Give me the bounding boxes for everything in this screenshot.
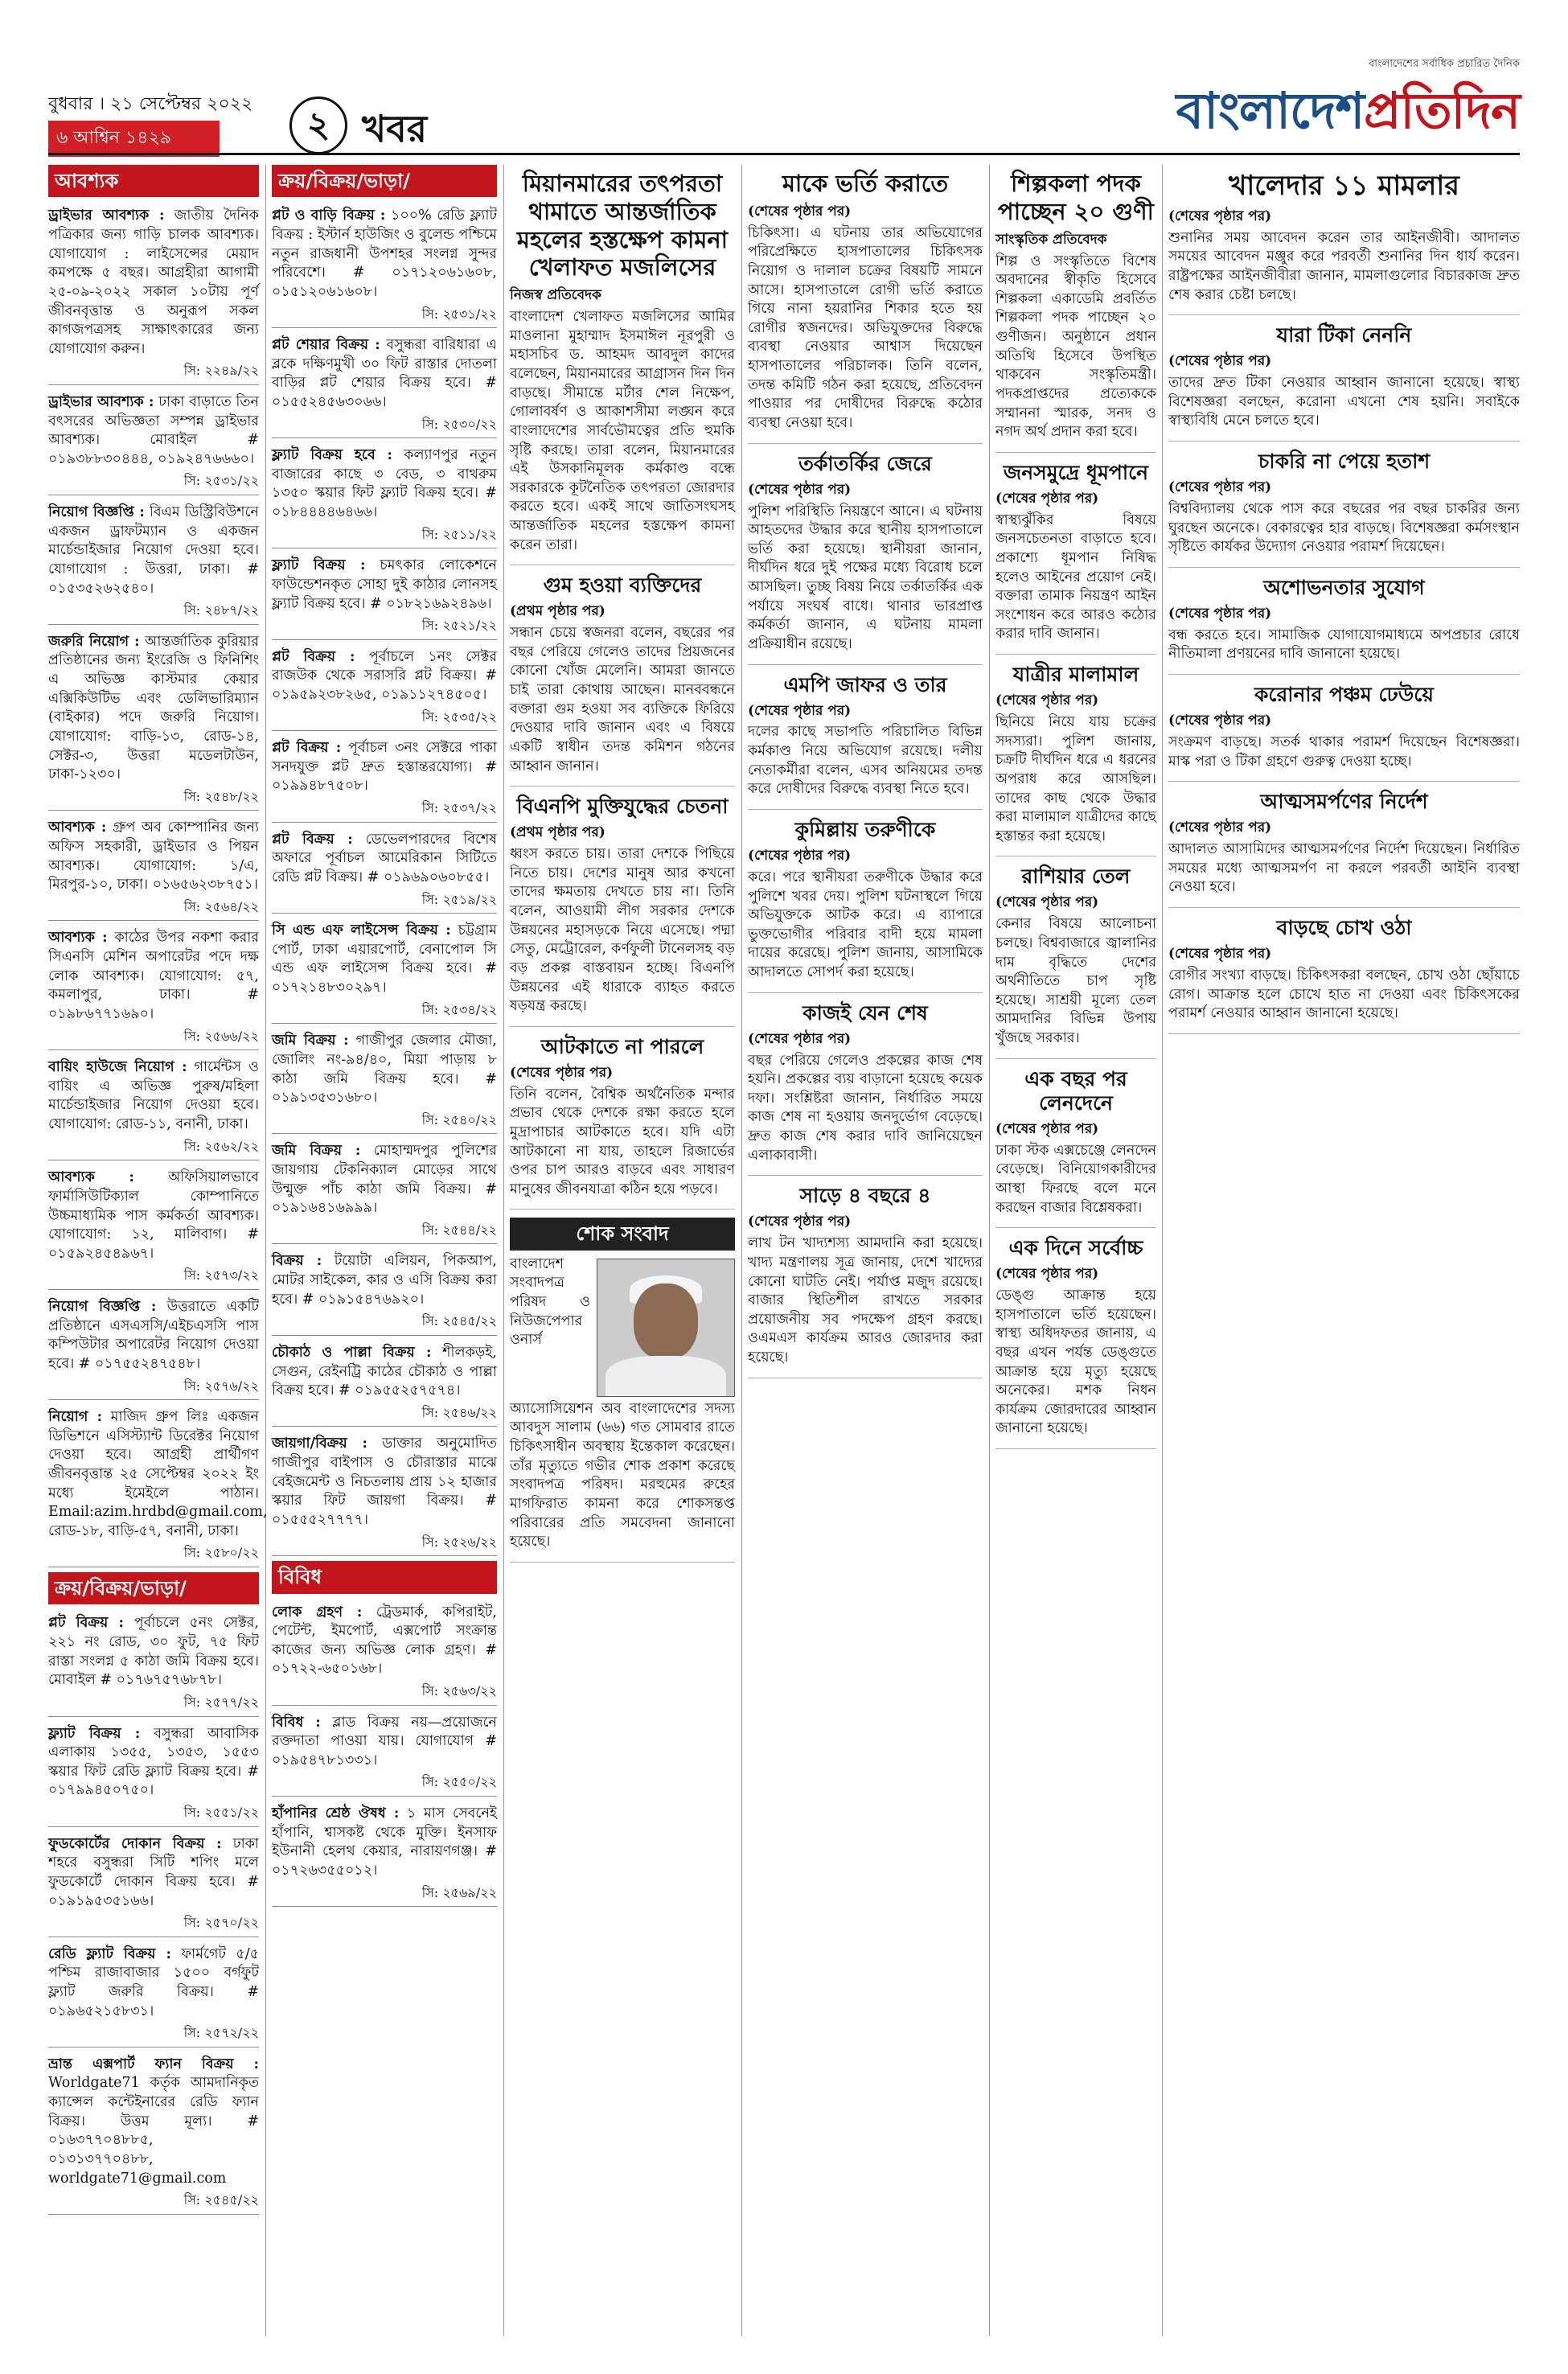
story-body: রোগীর সংখ্যা বাড়ছে। চিকিৎসকরা বলছেন, চোখ ওঠা ছোঁয়াচে রোগ। আক্রান্ত হলে চোখে হাত না দেওয়া এবং চিকিৎসকের পরামর্শ নেওয়ার আহ্বান জানানো হয়েছে। (1168, 967, 1520, 1022)
story-byline: (শেষের পৃষ্ঠার পর) (748, 481, 852, 498)
story-headline: বিএনপি মুক্তিযুদ্ধের চেতনা (516, 795, 729, 819)
ad-body: কল্যাণপুর নতুন বাজারের কাছে ৩ বেড, ৩ বাথরুম ১৩৫০ স্কয়ার ফিট ফ্ল্যাট বিক্রয় হবে। # ০১৮৪৪৪৪৬৪৬৬। (272, 447, 498, 521)
ad-body: বিএম ডিস্ট্রিবিউশনে একজন ড্রাফটম্যান ও একজন মার্চেন্ডাইজার নিয়োগ দেওয়া হবে। যোগাযোগ : উত্তরা, ঢাকা। # ০১৫৩৫২৬২৫৪০। (48, 504, 259, 597)
ad-heading: চৌকাঠ ও পাল্লা বিক্রয় : (272, 1344, 432, 1361)
classified-ad (48, 390, 259, 495)
story-list (510, 170, 735, 1210)
ad-heading: প্লট ও বাড়ি বিক্রয় : (272, 207, 386, 224)
classified-list (48, 1611, 259, 2214)
ad-body: আন্তর্জাতিক কুরিয়ার প্রতিষ্ঠানের জন্য ইংরেজি ও ফিনিশিং এ অভিজ্ঞ কাস্টমার কেয়ার এক্সিকিউটিভ এবং ডেলিভারিম্যান (বাইকার) পদে জরুরি নিয়োগ। যোগাযোগ: বাড়ি-১৩, রোড-১৪, সেক্টর-৩, উত্তরা মডেলটাউন, ঢাকা-১২৩০। (48, 633, 259, 783)
obituary-photo (597, 1259, 735, 1397)
logo-wordmark (1176, 73, 1520, 156)
ad-text (48, 393, 259, 470)
story-body: বন্ধ করতে হবে। সামাজিক যোগাযোগমাধ্যমে অপপ্রচার রোধে নীতিমালা প্রণয়নের দাবি জানানো হয়েছে। (1168, 626, 1520, 663)
ad-heading: আবশ্যক : (48, 819, 107, 836)
classified-ad (272, 333, 497, 438)
story-headline: আটকাতে না পারলে (540, 1034, 704, 1058)
story-body: সন্ধান চেয়ে স্বজনরা বলেন, বছরের পর বছর পেরিয়ে গেলেও তাদের প্রিয়জনের কোনো খোঁজ মেলেনি। আমরা জানতে চাই তারা কোথায় আছেন। মানববন্ধনে বক্তারা গুম হওয়া সব ব্যক্তিকে ফিরিয়ে দেওয়ার দাবি জানান এবং এ বিষয়ে একটি স্বাধীন তদন্ত কমিশন গঠনের আহ্বান জানান। (510, 625, 735, 774)
story-byline: (শেষের পৃষ্ঠার পর) (1168, 353, 1272, 370)
news-story (995, 663, 1156, 856)
ad-body: চমৎকার লোকেশনে ফাউন্ডেশনকৃত সোহা দুই কাঠার লোনসহ ফ্ল্যাট বিক্রয় হবে। # ০১৮২১৬৯২৪৯৬। (272, 557, 497, 612)
ad-body: পূর্বাচল ৩নং সেক্টরে পাকা সনদযুক্ত প্লট দ্রুত হস্তান্তরযোগ্য। # ০১৯৯৪৮৭৫০৮। (272, 740, 497, 795)
section-title: বিবিধ (272, 1561, 497, 1593)
classified-ad (272, 736, 497, 822)
classified-ad (48, 815, 259, 921)
ad-heading: জায়গা/বিক্রয় : (272, 1435, 367, 1452)
ad-body: মোহাম্মদপুর পুলিশের জায়গায় টেকনিক্যাল মোড়ের সাথে উন্মুক্ত পাঁচ কাঠা জমি বিক্রয়। # ০১৯১৬৪১৬৯৯৯। (272, 1143, 497, 1217)
ad-body: টয়োটা এলিয়ন, পিকআপ, মোটর সাইকেল, কার ও এসি বিক্রয় করা হবে। # ০১৯১৫৪৭৬৯২০। (272, 1253, 497, 1308)
story-headline: রাশিয়ার তেল (1021, 865, 1131, 889)
classified-ad (48, 500, 259, 625)
news-story (1168, 790, 1520, 908)
story-body: স্বাস্থ্যঝুঁকির বিষয়ে জনসচেতনতা বাড়াতে হবে। প্রকাশ্যে ধূমপান নিষিদ্ধ হলেও আইনের প্রয়োগ নেই। বক্তারা তামাক নিয়ন্ত্রণ আইন সংশোধন করে আরও কঠোর করার দাবি জানান। (995, 511, 1156, 643)
ad-heading: আবশ্যক : (48, 1169, 134, 1186)
ad-body: উত্তরাতে একটি প্রতিষ্ঠানে এসএসসি/এইচএসসি পাস কম্পিউটার অপারেটর নিয়োগ দেওয়া হবে। # ০১৭৫৫২৪৭৫৪৮। (48, 1299, 259, 1372)
ad-code: সি: ২৫৬৩/২২ (421, 1683, 497, 1698)
ad-body: Worldgate71 কর্তৃক আমদানিকৃত ক্যান্সেল কন্টেইনারের রেডি ফ্যান বিক্রয়। উত্তম মূল্য। # ০১৬৩৭৭০৪৮৮৫, ০১৩১৩৭৭০৪৮৮, worldgate71@gmail.com (48, 2075, 259, 2187)
story-byline: (প্রথম পৃষ্ঠার পর) (510, 824, 605, 841)
story-byline: (শেষের পৃষ্ঠার পর) (510, 1064, 614, 1081)
story-byline: (শেষের পৃষ্ঠার পর) (995, 894, 1099, 911)
story-byline: (শেষের পৃষ্ঠার পর) (995, 490, 1099, 507)
story-byline: (শেষের পৃষ্ঠার পর) (1168, 605, 1272, 622)
classified-ad (272, 1139, 497, 1244)
story-body: ছিনিয়ে নিয়ে যায় চক্রের সদস্যরা। পুলিশ জানায়, চক্রটি দীর্ঘদিন ধরে এ ধরনের অপরাধ করে আসছিল। তাদের কাছ থেকে উদ্ধার করা মালামাল যাত্রীদের কাছে হস্তান্তর করা হয়েছে। (995, 714, 1156, 844)
ad-code: সি: ২৫৪৪/২২ (421, 1222, 497, 1238)
story-body: তিনি বলেন, বৈশ্বিক অর্থনৈতিক মন্দার প্রভাব থেকে দেশকে রক্ষা করতে হলে মুদ্রাপাচার আটকাতে হবে। যদি এটা আটকানো না যায়, তাহলে রিজার্ভের ওপর চাপ আরও বাড়বে এবং সাধারণ মানুষের জীবনযাত্রা কঠিন হয়ে পড়বে। (510, 1086, 735, 1197)
story-body: বিশ্ববিদ্যালয় থেকে পাস করে বছরের পর বছর চাকরির জন্য ঘুরছেন অনেকে। বেকারত্বের হার বাড়ছে। বিশেষজ্ঞরা কর্মসংস্থান সৃষ্টিতে কার্যকর উদ্যোগ নেওয়ার পরামর্শ দিয়েছেন। (1168, 500, 1520, 556)
ad-text (272, 1252, 497, 1309)
ad-code: সি: ২৫৫০/২২ (421, 1774, 497, 1790)
story-list (995, 170, 1156, 1449)
ad-body: মাজিদ গ্রুপ লিঃ একজন ডিভিশনে এসিস্ট্যান্ট ডিরেক্টর নিয়োগ দেওয়া হবে। আগ্রহী প্রার্থীগণ জীবনবৃত্তান্ত ২৫ সেপ্টেম্বর ২০২২ ইং মধ্যে ইমেইলে পাঠান। Email:azim.hrdbd@gmail.com, রোড-১৮, বাড়ি-৫৭, বনানী, ঢাকা। (48, 1409, 268, 1539)
ad-text (48, 207, 259, 359)
ad-heading: হাঁপানির শ্রেষ্ঠ ঔষধ : (272, 1805, 400, 1822)
story-headline: কুমিল্লায় তরুণীকে (794, 817, 936, 841)
ad-text (272, 1142, 497, 1218)
logo-tagline: বাংলাদেশের সর্বাধিক প্রচারিত দৈনিক (1368, 58, 1520, 70)
classified-ad (272, 1341, 497, 1427)
news-story (1168, 916, 1520, 1034)
news-story (510, 573, 735, 787)
ad-heading: জমি বিক্রয় : (272, 1143, 361, 1160)
classified-ad (48, 1055, 259, 1160)
news-column-5 (995, 165, 1156, 1457)
news-story (510, 795, 735, 1027)
story-byline: (শেষের পৃষ্ঠার পর) (748, 702, 852, 719)
classified-ad (272, 1431, 497, 1556)
story-body: বাংলাদেশ খেলাফত মজলিসের আমির মাওলানা মুহাম্মাদ ইসমাঈল নূরপুরী ও মহাসচিব ড. আহমদ আবদুল কাদের বলেছেন, মিয়ানমারের আগ্রাসন দিন দিন বাড়ছে। সীমান্তে মর্টার শেল নিক্ষেপ, গোলাবর্ষণ ও আকাশসীমা লঙ্ঘন করে বাংলাদেশের সার্বভৌমত্বের প্রতি হুমকি সৃষ্টি করছে। তারা বলেন, মিয়ানমারের এই উসকানিমূলক কর্মকাণ্ড বন্ধে সরকারকে কূটনৈতিক তৎপরতা জোরদার করতে হবে। একই সাথে জাতিসংঘসহ আন্তর্জাতিক মহলের হস্তক্ষেপ কামনা করেন তারা। (510, 309, 735, 553)
ad-text (48, 2056, 259, 2188)
ad-text (272, 648, 497, 705)
ad-heading: নিয়োগ : (48, 1409, 103, 1426)
ad-heading: লোক গ্রহণ : (272, 1604, 363, 1620)
ad-body: ট্রেডমার্ক, কপিরাইট, পেটেন্ট, ইমপোর্ট, এক্সপোর্ট সংক্রান্ত কাজের জন্য অভিজ্ঞ লোক গ্রহণ। # ০১৭২২-৬৫০১৬৮। (272, 1604, 497, 1678)
news-column-3 (510, 165, 735, 1571)
ad-body: ফার্মগেট ৫/৫ পশ্চিম রাজাবাজার ১৫০০ বর্গফুট ফ্ল্যাট জরুরি বিক্রয়। # ০১৯৬৫২১৫৮৩১। (48, 1945, 259, 2019)
ad-body: কাঠের উপর নকশা করার সিএনসি মেশিন অপারেটর পদে দক্ষ লোক আবশ্যক। যোগাযোগ: ৫৭, কমলাপুর, ঢাকা। # ০১৯৮৬৭৭১৬৯০। (48, 930, 259, 1022)
ad-text (272, 557, 497, 614)
news-story (510, 1035, 735, 1210)
story-headline: জনসমুদ্রে ধূমপানে (1003, 460, 1149, 484)
story-body: শিল্প ও সংস্কৃতিতে বিশেষ অবদানের স্বীকৃতি হিসেবে শিল্পকলা একাডেমি প্রবর্তিত শিল্পকলা পদক পাচ্ছেন ২০ গুণীজন। অনুষ্ঠানে প্রধান অতিথি হিসেবে উপস্থিত থাকবেন সংস্কৃতিমন্ত্রী। পদকপ্রাপ্তদের প্রত্যেককে সম্মাননা স্মারক, সনদ ও নগদ অর্থ প্রদান করা হবে। (995, 253, 1156, 441)
story-list (748, 170, 983, 1378)
ad-code: সি: ২৫৬৯/২২ (421, 1884, 497, 1900)
ad-body: ডাক্তার অনুমোদিত গাজীপুর বাইপাস ও চৌরাস্তার মাঝে বেইজমেন্ট ও নিচতলায় প্রায় ১২ হাজার স্কয়ার ফিট জায়গা বিক্রয়। # ০১৫৫৫২৭৭৭৭। (272, 1435, 497, 1528)
story-body: পুলিশ পরিস্থিতি নিয়ন্ত্রণে আনে। এ ঘটনায় আহতদের উদ্ধার করে স্থানীয় হাসপাতালে ভর্তি করা হয়েছে। স্থানীয়রা জানান, দীর্ঘদিন ধরে দুই পক্ষের মধ্যে বিরোধ চলে আসছিল। তুচ্ছ বিষয় নিয়ে তর্কাতর্কির এক পর্যায়ে সংঘর্ষ বাধে। থানার ভারপ্রাপ্ত কর্মকর্তা জানান, এ ঘটনায় মামলা প্রক্রিয়াধীন রয়েছে। (748, 503, 983, 652)
ad-code: সি: ২৫৩৪/২২ (421, 1001, 497, 1017)
classified-ad (48, 630, 259, 811)
news-column-6 (1168, 165, 1520, 1042)
obituary-title: শোক সংবাদ (510, 1218, 735, 1250)
ad-body: বসুন্ধরা বারিধারা এ ব্লকে দক্ষিণমুখী ৩০ ফিট রাস্তার দোতলা বাড়ির প্লট শেয়ার বিক্রয় হবে। # ০১৫৫২৪৫৬৩০৬৬। (272, 337, 497, 410)
classified-ad (48, 2052, 259, 2215)
ad-code: সি: ২৫৪৬/২২ (421, 1404, 497, 1420)
story-headline: তর্কাতর্কির জেরে (798, 451, 932, 475)
news-story (995, 461, 1156, 655)
story-byline: (প্রথম পৃষ্ঠার পর) (510, 603, 605, 620)
classified-ad (48, 1942, 259, 2047)
story-byline: (শেষের পৃষ্ঠার পর) (1168, 207, 1272, 224)
story-list (1168, 170, 1520, 1034)
classified-ad (272, 1600, 497, 1706)
ad-heading: নিয়োগ বিজ্ঞপ্তি : (48, 1299, 157, 1316)
ad-code: সি: ২৫৩১/২২ (421, 306, 497, 322)
ad-code: সি: ২৫৬২/২২ (183, 1138, 259, 1154)
ad-code: সি: ২৫৬৪/২২ (183, 898, 259, 914)
ad-body: পূর্বাচলে ১নং সেক্টর রাজউক থেকে সরাসরি প্লট বিক্রয়। # ০১৯৫৯২৩৮২৬৫, ০১৯১১২৭৪৫০৫। (272, 648, 497, 704)
story-byline: (শেষের পৃষ্ঠার পর) (1168, 479, 1272, 496)
story-headline: অশোভনতার সুযোগ (1263, 575, 1425, 599)
ad-code: সি: ২৫১১/২২ (421, 526, 497, 542)
news-story (748, 818, 983, 993)
ad-heading: জরুরি নিয়োগ : (48, 633, 140, 650)
page-number: ২ (289, 97, 347, 154)
classified-ad (48, 926, 259, 1050)
ad-heading: সি এন্ড এফ লাইসেন্স বিক্রয় : (272, 922, 451, 939)
ad-heading: নিয়োগ বিজ্ঞপ্তি : (48, 504, 145, 521)
story-byline: নিজস্ব প্রতিবেদক (510, 287, 601, 304)
ad-code: সি: ২৫২১/২২ (421, 618, 497, 634)
column-divider (503, 165, 504, 2336)
story-headline: মাকে ভর্তি করাতে (782, 170, 949, 197)
classified-column-2 (272, 165, 497, 1912)
ad-heading: আবশ্যক : (48, 930, 108, 947)
column-divider (989, 165, 990, 2336)
story-headline: চাকরি না পেয়ে হতাশ (1258, 450, 1430, 474)
ad-heading: প্লট বিক্রয় : (272, 831, 353, 848)
ad-body: ব্লাড বিক্রয় নয়—প্রয়োজনে রক্তদাতা পাওয়া যায়। যোগাযোগ # ০১৯৫৪৭৮১৩৩১। (272, 1714, 497, 1768)
news-story (1168, 450, 1520, 568)
story-body: বছর পেরিয়ে গেলেও প্রকল্পের কাজ শেষ হয়নি। প্রকল্পের ব্যয় বাড়ানো হয়েছে কয়েক দফা। সংশ্লিষ্টরা জানান, নির্ধারিত সময়ে কাজ শেষ না হওয়ায় জনদুর্ভোগ বেড়েছে। দ্রুত কাজ শেষ করার দাবি জানিয়েছেন এলাকাবাসী। (748, 1052, 983, 1164)
story-headline: কাজই যেন শেষ (802, 1000, 928, 1025)
header-rule (48, 153, 1520, 155)
story-body: দলের কাছে সভাপতি পরিচালিত বিভিন্ন কর্মকাণ্ড নিয়ে অভিযোগ রয়েছে। দলীয় নেতাকর্মীরা বলেন, এসব অনিয়মের তদন্ত করে দোষীদের বিরুদ্ধে ব্যবস্থা নিতে হবে। (748, 724, 983, 798)
ad-heading: বিক্রয় : (272, 1253, 322, 1270)
story-byline: (শেষের পৃষ্ঠার পর) (1168, 946, 1272, 963)
ad-body: গার্মেন্টস ও বায়িং এ অভিজ্ঞ পুরুষ/মহিলা মার্চেন্ডাইজার নিয়োগ দেওয়া হবে। যোগাযোগ: রোড-১১, বনানী, ঢাকা। (48, 1059, 259, 1133)
story-body: ঢাকা স্টক এক্সচেঞ্জে লেনদেন বেড়েছে। বিনিয়োগকারীদের আস্থা ফিরছে বলে মনে করছেন বাজার বিশ্লেষকরা। (995, 1142, 1156, 1216)
column-divider (741, 165, 742, 2336)
ad-code: সি: ২৫৩৭/২২ (421, 800, 497, 816)
classified-ad (48, 1832, 259, 1937)
ad-body: ঢাকা বাড়াতে তিন বৎসরের অভিজ্ঞতা সম্পন্ন ড্রাইভার আবশ্যক। মোবাইল # ০১৯৩৮৮৩০৪৪৪, ০১৯২৪৭৬৬৬০। (48, 393, 259, 467)
ad-text (272, 922, 497, 998)
ad-code: সি: ২৫৭২/২২ (183, 2025, 259, 2041)
ad-text (48, 633, 259, 785)
ad-code: সি: ২৫৭৭/২২ (183, 1694, 259, 1710)
ad-code: সি: ২৫৭০/২২ (183, 1915, 259, 1931)
ad-code: সি: ২৪৮৭/২২ (183, 602, 259, 618)
story-headline: বাড়ছে চোখ ওঠা (1276, 916, 1412, 940)
ad-text (48, 929, 259, 1024)
ad-heading: প্লট বিক্রয় : (272, 648, 355, 665)
classified-ad (48, 1405, 268, 1567)
ad-code: সি: ২৫৪৫/২২ (421, 1313, 497, 1329)
classified-list (272, 203, 497, 1556)
ad-heading: রেডি ফ্ল্যাট বিক্রয় : (48, 1945, 171, 1962)
ad-heading: ফ্ল্যাট বিক্রয় হবে : (272, 447, 392, 464)
news-story (748, 170, 983, 444)
news-story (748, 1184, 983, 1378)
ad-text (48, 1945, 259, 2022)
section-name: খবর (362, 107, 428, 150)
ad-body: জাতীয় দৈনিক পত্রিকার জন্য গাড়ি চালক আবশ্যক। যোগাযোগ : লাইসেন্সের মেয়াদ কমপক্ষে ৫ বছর। আগ্রহীরা আগামী ২৫-০৯-২০২২ সকাল ১০টায় পূর্ণ জীবনবৃত্তান্ত ও অনুরূপ সকল কাগজপত্রসহ সাক্ষাৎকারের জন্য যোগাযোগ করুন। (48, 207, 259, 357)
ad-body: বসুন্ধরা আবাসিক এলাকায় ১৩৫৫, ১৩৫৩, ১৫৫৩ স্কয়ার ফিট রেডি ফ্ল্যাট বিক্রয় হবে। # ০১৭৯৯৪৫০৭৫০। (48, 1725, 259, 1799)
classified-ad (48, 203, 259, 385)
story-body: ডেঙ্গু আক্রান্ত হয়ে হাসপাতালে ভর্তি হয়েছেন। স্বাস্থ্য অধিদফতর জানায়, এ বছর এখন পর্যন্ত ডেঙ্গুতে আক্রান্ত হয়ে মৃত্যু হয়েছে অনেকের। মশক নিধন কার্যক্রম জোরদারের আহ্বান জানানো হয়েছে। (995, 1288, 1156, 1437)
ad-body: চট্টগ্রাম পোর্ট, ঢাকা এয়ারপোর্ট, বেনাপোল সি এন্ড এফ লাইসেন্স বিক্রয় হবে। # ০১৭২১৪৮৩০২৯৭। (272, 922, 497, 996)
story-byline: (শেষের পৃষ্ঠার পর) (1168, 713, 1272, 729)
ad-heading: ফ্ল্যাট বিক্রয় : (48, 1725, 141, 1742)
story-headline: এক দিনে সর্বোচ্চ (1008, 1236, 1143, 1260)
date-line: বুধবার । ২১ সেপ্টেম্বর ২০২২ (48, 94, 253, 114)
ad-body: ডেভেলপারদের বিশেষ অফারে পূর্বাচল আমেরিকান সিটিতে রেডি প্লট বিক্রয়। # ০১৯৬৯০৬০৮৫৫। (272, 831, 497, 885)
ad-heading: ড্রাইভার আবশ্যক : (48, 393, 154, 410)
ad-body: শীলকড়ই, সেগুন, রেইনট্রি কাঠের চৌকাঠ ও পাল্লা বিক্রয় হবে। # ০১৯৫৫২৫৭৫৭৪। (272, 1344, 497, 1399)
ad-body: ঢাকা শহরে বসুন্ধরা সিটি শপিং মলে ফুডকোর্টে দোকান বিক্রয় হবে। # ০১৯১৯৫৩৫১৬৬। (48, 1835, 259, 1909)
news-story (995, 1067, 1156, 1228)
ad-text (272, 831, 497, 888)
ad-body: গ্রুপ অব কোম্পানির জন্য অফিস সহকারী, ড্রাইভার ও পিয়ন আবশ্যক। যোগাযোগ: ১/এ, মিরপুর-১০, ঢাকা। ০১৬৫৬২৩৮৭৫১। (48, 819, 259, 893)
ad-heading: ভ্রান্ত এক্সপার্ট ফ্যান বিক্রয় : (48, 2056, 259, 2072)
ad-text (48, 1058, 259, 1135)
news-story (748, 673, 983, 810)
story-body: করে। পরে স্থানীয়রা তরুণীকে উদ্ধার করে পুলিশে খবর দেয়। পুলিশ ঘটনাস্থলে গিয়ে অভিযুক্তকে আটক করে। এ ব্যাপারে ভুক্তভোগীর পরিবার বাদী হয়ে মামলা দায়ের করেছে। পুলিশ জানায়, আসামিকে আদালতে সোপর্দ করা হয়েছে। (748, 869, 983, 981)
news-story (995, 170, 1156, 453)
news-story (1168, 323, 1520, 442)
story-byline: (শেষের পৃষ্ঠার পর) (748, 847, 852, 864)
ad-text (272, 1805, 497, 1881)
ad-code: সি: ২৫৭৩/২২ (183, 1267, 259, 1284)
story-headline: সাড়ে ৪ বছরে ৪ (799, 1184, 931, 1208)
ad-code: সি: ২৫১৯/২২ (421, 891, 497, 907)
classified-column-1 (48, 165, 268, 2220)
classified-ad (272, 1029, 497, 1134)
classified-list (48, 203, 268, 1567)
ad-text (48, 1169, 259, 1263)
classified-ad (48, 1722, 259, 1827)
news-story (995, 865, 1156, 1058)
story-byline: (শেষের পৃষ্ঠার পর) (748, 203, 852, 220)
news-story (1168, 683, 1520, 782)
classified-ad (272, 203, 497, 328)
section-title: ক্রয়/বিক্রয়/ভাড়া/ (272, 165, 497, 197)
story-body: ধ্বংস করতে চায়। তারা দেশকে পিছিয়ে নিতে চায়। দেশের মানুষ আর কখনো তাদের ক্ষমতায় দেখতে চায় না। তিনি বলেন, আওয়ামী লীগ সরকার দেশকে উন্নয়নের মহাসড়কে নিয়ে এসেছে। পদ্মা সেতু, মেট্রোরেল, কর্ণফুলী টানেলসহ বড় বড় প্রকল্প বাস্তবায়ন হচ্ছে। বিএনপি উন্নয়নের এই ধারাকে ব্যাহত করতে ষড়যন্ত্র করছে। (510, 846, 735, 1015)
ad-code: সি: ২৫৭৬/২২ (183, 1378, 259, 1394)
ad-heading: প্লট বিক্রয় : (48, 1615, 125, 1632)
logo-part-1: বাংলাদেশ (1176, 81, 1365, 140)
ad-heading: প্লট শেয়ার বিক্রয় : (272, 337, 380, 354)
story-byline: (শেষের পৃষ্ঠার পর) (748, 1030, 852, 1047)
story-body: কেনার বিষয়ে আলোচনা চলছে। বিশ্ববাজারে জ্বালানির দাম বৃদ্ধিতে দেশের অর্থনীতিতে চাপ সৃষ্টি হয়েছে। সাশ্রয়ী মূল্যে তেল আমদানির বিভিন্ন উপায় খুঁজছে সরকার। (995, 916, 1156, 1047)
classified-ad (272, 553, 497, 639)
news-story (995, 1236, 1156, 1449)
news-story (1168, 576, 1520, 675)
ad-code: সি: ২৫৬৬/২২ (183, 1028, 259, 1044)
classified-ad (272, 828, 497, 914)
story-headline: করোনার পঞ্চম ঢেউয়ে (1254, 683, 1435, 707)
ad-text (272, 739, 497, 796)
story-headline: এক বছর পর লেনদেনে (1024, 1066, 1127, 1115)
newspaper-logo (1176, 56, 1520, 156)
story-body: শুনানির সময় আবেদন করেন তার আইনজীবী। আদালত সময়ের আবেদন মঞ্জুর করে পরবর্তী শুনানির দিন ধার্য করেন। রাষ্ট্রপক্ষের আইনজীবীরা জানান, মামলাগুলোর বিচারকাজ দ্রুত শেষ করার চেষ্টা চলছে। (1168, 229, 1520, 303)
story-body: আদালত আসামিদের আত্মসমর্পণের নির্দেশ দিয়েছেন। নির্ধারিত সময়ের মধ্যে আত্মসমর্পণ না করলে পরবর্তী আইনি ব্যবস্থা নেওয়া হবে। (1168, 841, 1520, 896)
ad-text (48, 503, 259, 598)
story-body: চিকিৎসা। এ ঘটনায় তার অভিযোগের পরিপ্রেক্ষিতে হাসপাতালের চিকিৎসক নিয়োগ ও দালাল চক্রের বিষয়টি সামনে আসে। হাসপাতালে রোগী ভর্তি করাতে গিয়ে নানা হয়রানির শিকার হতে হয় রোগীর স্বজনদের। অভিযুক্তদের বিরুদ্ধে ব্যবস্থা নেওয়ার আশ্বাস দিয়েছেন হাসপাতালের পরিচালক। তিনি বলেন, তদন্ত কমিটি গঠন করা হয়েছে, প্রতিবেদন পাওয়ার পর দোষীদের বিরুদ্ধে কঠোর ব্যবস্থা নেওয়া হবে। (748, 224, 983, 431)
ad-heading: ড্রাইভার আবশ্যক : (48, 207, 165, 224)
ad-code: সি: ২৫৪৫/২২ (183, 2192, 259, 2208)
story-body: লাখ টন খাদ্যশস্য আমদানি করা হয়েছে। খাদ্য মন্ত্রণালয় সূত্র জানায়, দেশে খাদ্যের কোনো ঘাটতি নেই। পর্যাপ্ত মজুদ রয়েছে। বাজার স্থিতিশীল রাখতে সরকার প্রয়োজনীয় সব পদক্ষেপ গ্রহণ করছে। ওএমএস কার্যক্রম আরও জোরদার করা হয়েছে। (748, 1235, 983, 1366)
classified-ad (272, 918, 497, 1024)
ad-text (272, 1714, 497, 1771)
ad-code: সি: ২৫৩০/২২ (421, 416, 497, 432)
ad-text (272, 1435, 497, 1530)
ad-code: সি: ২৫৫১/২২ (183, 1805, 259, 1821)
ad-text (272, 446, 497, 523)
ad-heading: ফ্ল্যাট বিক্রয় : (272, 557, 366, 574)
ad-code: সি: ২৫৮০/২২ (183, 1545, 259, 1561)
logo-part-2: প্রতিদিন (1364, 81, 1520, 140)
news-story (748, 452, 983, 665)
news-story (510, 170, 735, 565)
ad-text (272, 1344, 497, 1401)
classified-ad (272, 1249, 497, 1335)
classified-ad (48, 1295, 259, 1400)
classified-ad (272, 443, 497, 548)
news-column-4 (748, 165, 983, 1386)
ad-heading: বিবিধ : (272, 1714, 321, 1731)
ad-heading: জমি বিক্রয় : (272, 1033, 349, 1049)
ad-text (48, 1614, 259, 1690)
page-header (48, 48, 1520, 153)
classified-ad (48, 1165, 259, 1290)
ad-code: সি: ২৫২৬/২২ (421, 1534, 497, 1550)
ad-text (48, 1408, 268, 1541)
ad-body: গাজীপুর জেলার মৌজা, জোলিং নং-৯৪/৪০, মিয়া পাড়ায় ৮ কাঠা জমি বিক্রয় হবে। # ০১৯১৩৫৩১৬৮০। (272, 1033, 497, 1107)
story-byline: (শেষের পৃষ্ঠার পর) (995, 1266, 1099, 1283)
section-title: আবশ্যক (48, 165, 259, 197)
bangla-date: ৬ আশ্বিন ১৪২৯ (48, 121, 220, 157)
classified-ad (272, 645, 497, 731)
story-headline: আত্মসমর্পণের নির্দেশ (1260, 790, 1428, 814)
story-byline: (শেষের পৃষ্ঠার পর) (1168, 819, 1272, 836)
obituary (510, 1255, 735, 1563)
ad-text (48, 1835, 259, 1912)
ad-code: সি: ২৫৩১/২২ (183, 473, 259, 489)
story-headline: এমপি জাফর ও তার (783, 672, 947, 696)
news-story (748, 1001, 983, 1177)
ad-code: সি: ২৫৪৮/২২ (183, 788, 259, 804)
story-headline: মিয়ানমারের তৎপরতা থামাতে আন্তর্জাতিক মহলের হস্তক্ষেপ কামনা খেলাফত মজলিসের (516, 170, 729, 281)
story-byline: (শেষের পৃষ্ঠার পর) (995, 1120, 1099, 1137)
ad-body: অফিসিয়ালভাবে ফার্মাসিউটিক্যাল কোম্পানিতে উচ্চমাধ্যমিক পাস কর্মকর্তা আবশ্যক। যোগাযোগ: ১২, মালিবাগ। # ০১৫৯২৪৫৪৯৬৭। (48, 1169, 259, 1262)
classified-ad (272, 1801, 497, 1907)
obituary-text: বাংলাদেশ সংবাদপত্র পরিষদ ও নিউজপেপার ওনার্স অ্যাসোসিয়েশন অব বাংলাদেশের সদস্য আবদুস সালাম (৬৬) গত সোমবার রাতে চিকিৎসাধীন অবস্থায় ইন্তেকাল করেছেন। তাঁর মৃত্যুতে গভীর শোক প্রকাশ করেছে সংবাদপত্র পরিষদ। মরহুমের রুহের মাগফিরাত কামনা করে শোকসন্তপ্ত পরিবারের প্রতি সমবেদনা জানানো হয়েছে। (510, 1255, 735, 1550)
story-headline: খালেদার ১১ মামলার (1229, 170, 1459, 202)
classified-ad (272, 1711, 497, 1797)
story-byline: (শেষের পৃষ্ঠার পর) (748, 1214, 852, 1230)
story-byline: সাংস্কৃতিক প্রতিবেদক (995, 231, 1107, 248)
column-divider (265, 165, 266, 2336)
ad-text (272, 336, 497, 413)
ad-code: সি: ২৫৪০/২২ (421, 1111, 497, 1127)
ad-text (48, 819, 259, 895)
story-headline: যারা টিকা নেননি (1276, 323, 1412, 347)
news-story (1168, 170, 1520, 315)
story-headline: গুম হওয়া ব্যক্তিদের (543, 573, 702, 598)
ad-text (272, 1032, 497, 1108)
column-divider (1162, 165, 1163, 2336)
ad-heading: প্লট বিক্রয় : (272, 740, 342, 757)
ad-code: সি: ২২৪৯/২২ (183, 363, 259, 379)
ad-body: ১ মাস সেবনেই হাঁপানি, শ্বাসকষ্ট থেকে মুক্তি। ইনসাফ ইউনানী হেলথ কেয়ার, নারায়ণগঞ্জ। # ০১৭২৬৩৫৫০১২। (272, 1805, 497, 1879)
ad-text (272, 1604, 497, 1680)
story-headline: যাত্রীর মালামাল (1012, 663, 1139, 687)
ad-heading: ফুডকোর্টের দোকান বিক্রয় : (48, 1835, 222, 1852)
ad-body: পূর্বাচলে ৫নং সেক্টর, ২২১ নং রোড, ৩০ ফুট, ৭৫ ফিট রাস্তা সংলগ্ন ৫ কাঠা জমি বিক্রয় হবে। মোবাইল # ০১৭৬৭৫৭৬৮৭৮। (48, 1615, 259, 1689)
ad-text (48, 1298, 259, 1374)
ad-body: ১০০% রেডি ফ্ল্যাট বিক্রয় : ইস্টার্ন হাউজিং ও বুলেন্ড পশ্চিমে নতুন রাজধানী উপশহর সংলগ্ন সুন্দর পরিবেশে। # ০১৭১২০৬১৬০৮, ০১৫১২০৬১৬০৮। (272, 207, 497, 300)
section-title: ক্রয়/বিক্রয়/ভাড়া/ (48, 1572, 259, 1604)
story-body: তাদের দ্রুত টিকা নেওয়ার আহ্বান জানানো হয়েছে। স্বাস্থ্য বিশেষজ্ঞরা বলছেন, করোনা এখনো শেষ হয়নি। সবাইকে স্বাস্থ্যবিধি মেনে চলতে হবে। (1168, 375, 1520, 429)
ad-text (48, 1725, 259, 1801)
ad-heading: বায়িং হাউজে নিয়োগ : (48, 1059, 187, 1076)
classified-ad (48, 1611, 259, 1716)
classified-list (272, 1600, 497, 1908)
story-headline: শিল্পকলা পদক পাচ্ছেন ২০ গুণী (998, 170, 1154, 225)
ad-text (272, 207, 497, 302)
story-byline: (শেষের পৃষ্ঠার পর) (995, 692, 1099, 709)
ad-code: সি: ২৫৩৫/২২ (421, 709, 497, 725)
story-body: সংক্রমণ বাড়ছে। সতর্ক থাকার পরামর্শ দিয়েছেন বিশেষজ্ঞরা। মাস্ক পরা ও টিকা গ্রহণে গুরুত্ব দেওয়া হচ্ছে। (1168, 733, 1520, 770)
